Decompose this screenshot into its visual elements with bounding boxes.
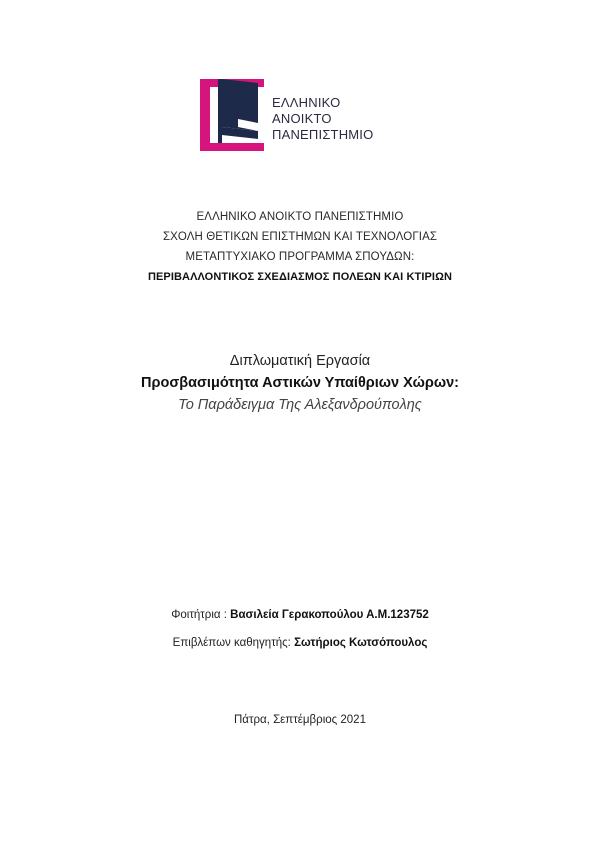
- student-label: Φοιτήτρια :: [171, 609, 231, 621]
- supervisor-line: [0, 637, 600, 649]
- supervisor-label: Επιβλέπων καθηγητής:: [172, 637, 295, 649]
- logo-line-1: ΕΛΛΗΝΙΚΟ: [272, 95, 341, 110]
- thesis-kind: Διπλωματική Εργασία: [229, 353, 371, 369]
- place-date: Πάτρα, Σεπτέμβριος 2021: [234, 714, 366, 726]
- thesis-title: Προσβασιμότητα Αστικών Υπαίθριων Χώρων:: [141, 375, 459, 391]
- logo-line-2: ΑΝΟΙΚΤΟ: [272, 111, 332, 126]
- supervisor-name: Σωτήριος Κωτσόπουλος: [294, 637, 428, 649]
- university-name: ΕΛΛΗΝΙΚΟ ΑΝΟΙΚΤΟ ΠΑΝΕΠΙΣΤΗΜΙΟ: [196, 211, 404, 223]
- student-name: Βασιλεία Γερακοπούλου Α.Μ.123752: [230, 609, 429, 621]
- institution-block: [0, 207, 600, 287]
- student-line: [0, 609, 600, 621]
- logo-line-3: ΠΑΝΕΠΙΣΤΗΜΙΟ: [272, 127, 374, 142]
- program-name: ΠΕΡΙΒΑΛΛΟΝΤΙΚΟΣ ΣΧΕΔΙΑΣΜΟΣ ΠΟΛΕΩΝ ΚΑΙ ΚΤΙΡΙΩΝ: [147, 271, 453, 283]
- thesis-block: [0, 350, 600, 416]
- program-label: ΜΕΤΑΠΤΥΧΙΑΚΟ ΠΡΟΓΡΑΜΜΑ ΣΠΟΥΔΩΝ:: [185, 251, 415, 263]
- logo-wordmark: [272, 95, 373, 143]
- thesis-subtitle: Το Παράδειγμα Της Αλεξανδρούπολης: [178, 397, 422, 413]
- school-name: ΣΧΟΛΗ ΘΕΤΙΚΩΝ ΕΠΙΣΤΗΜΩΝ ΚΑΙ ΤΕΧΝΟΛΟΓΙΑΣ: [162, 231, 438, 243]
